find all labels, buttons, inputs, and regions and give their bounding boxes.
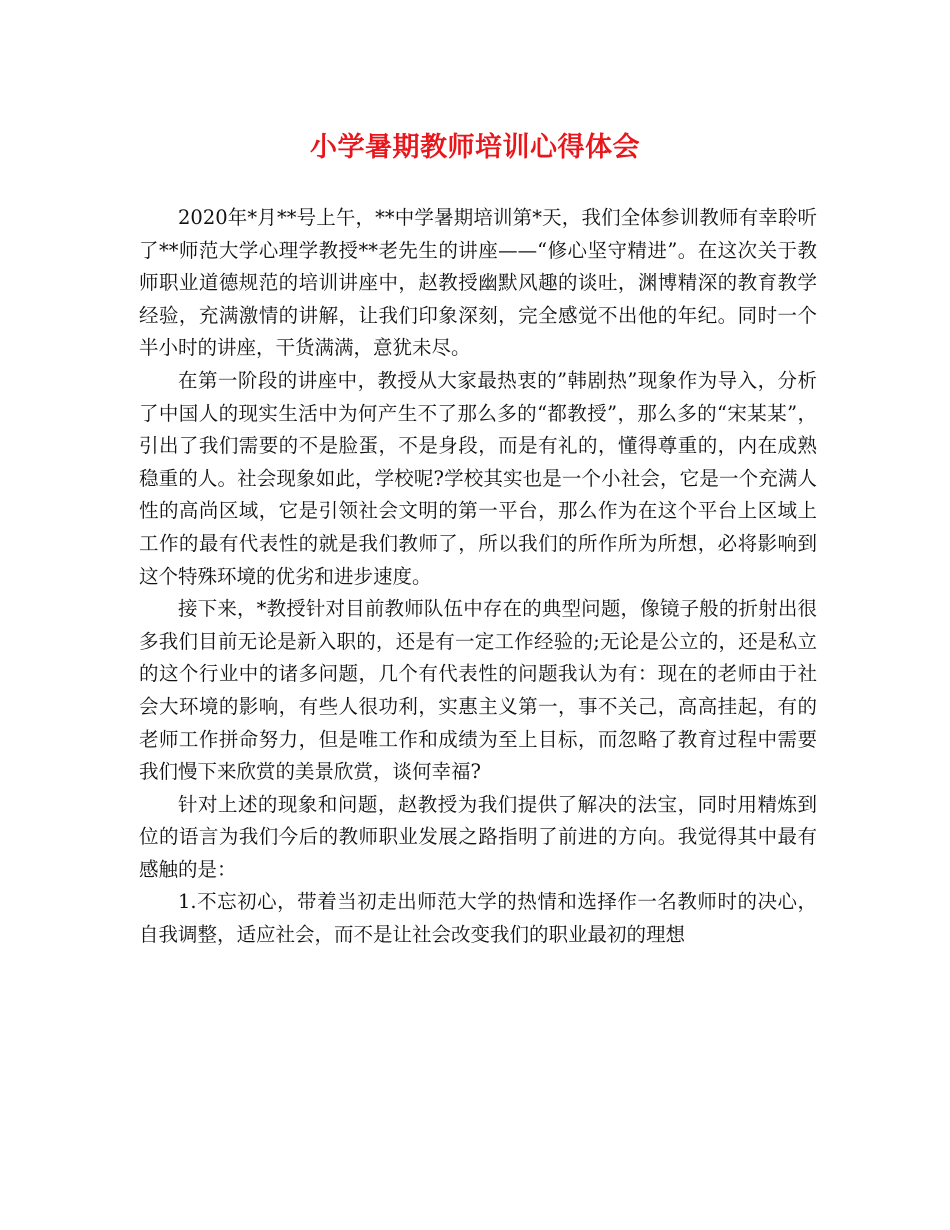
paragraph-1: 2020年*月**号上午，**中学暑期培训第*天，我们全体参训教师有幸聆听了**师范大学心理学教授**老先生的讲座——“修心坚守精进”。在这次关于教师职业道德规范的培训讲座中，赵教授幽默风趣的谈吐，渊博精深的教育教学经验，充满激情的讲解，让我们印象深刻，完全感觉不出他的年纪。同时一个半小时的讲座，干货满满，意犹未尽。 xyxy=(139,206,817,360)
paragraph-4: 针对上述的现象和问题，赵教授为我们提供了解决的法宝，同时用精炼到位的语言为我们今后的教师职业发展之路指明了前进的方向。我觉得其中最有感触的是： xyxy=(139,792,817,881)
document-body xyxy=(139,202,817,952)
paragraph-5: 1.不忘初心，带着当初走出师范大学的热情和选择作一名教师时的决心，自我调整，适应社会，而不是让社会改变我们的职业最初的理想 xyxy=(139,890,817,947)
paragraph-2: 在第一阶段的讲座中，教授从大家最热衷的”韩剧热”现象作为导入，分析了中国人的现实生活中为何产生不了那么多的“都教授”，那么多的“宋某某”，引出了我们需要的不是脸蛋，不是身段，而是有礼的，懂得尊重的，内在成熟稳重的人。社会现象如此，学校呢?学校其实也是一个小社会，它是一个充满人性的高尚区域，它是引领社会文明的第一平台，那么作为在这个平台上区域上工作的最有代表性的就是我们教师了，所以我们的所作所为所想，必将影响到这个特殊环境的优劣和进步速度。 xyxy=(139,368,817,588)
paragraph-3: 接下来，*教授针对目前教师队伍中存在的典型问题，像镜子般的折射出很多我们目前无论是新入职的，还是有一定工作经验的;无论是公立的，还是私立的这个行业中的诸多问题，几个有代表性的问题我认为有：现在的老师由于社会大环境的影响，有些人很功利，实惠主义第一，事不关己，高高挂起，有的老师工作拼命努力，但是唯工作和成绩为至上目标，而忽略了教育过程中需要我们慢下来欣赏的美景欣赏，谈何幸福? xyxy=(139,597,817,784)
document-title: 小学暑期教师培训心得体会 xyxy=(310,132,640,163)
